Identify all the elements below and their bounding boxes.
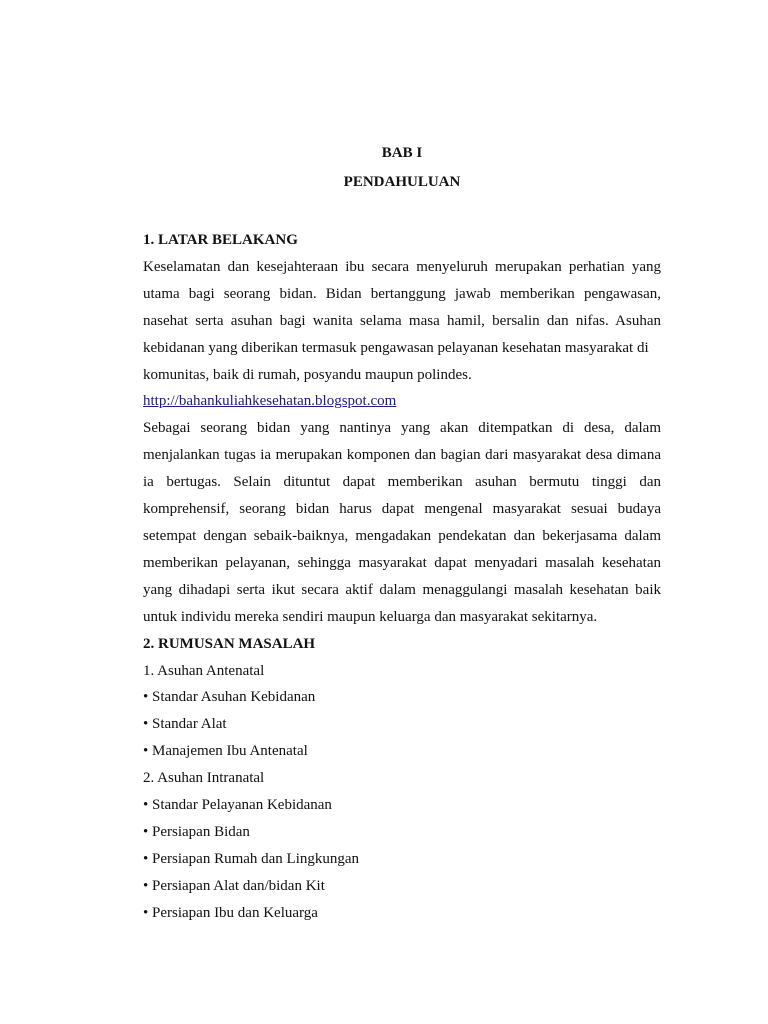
section-heading-latar-belakang: 1. LATAR BELAKANG — [143, 232, 298, 248]
list-item: • Standar Pelayanan Kebidanan — [143, 797, 332, 814]
paragraph-2: Sebagai seorang bidan yang nantinya yang akan ditempatkan di desa, dalam menjalankan tugas ia merupakan komponen dan bagian dari masyarakat desa dimana ia bertugas. Selain dituntut dapat memberikan asuhan bermutu tinggi dan komprehensif, seorang bidan harus dapat mengenal masyarakat sesuai budaya setempat dengan sebaik-baiknya, mengadakan pendekatan dan bekerjasama dalam memberikan pelayanan, sehingga masyarakat dapat menyadari masalah kesehatan yang dihadapi serta ikut secara aktif dalam menaggulangi masalah kesehatan baik untuk individu mereka sendiri maupun keluarga dan masyarakat sekitarnya. — [143, 420, 661, 625]
list-item: • Persiapan Rumah dan Lingkungan — [143, 850, 360, 867]
source-link[interactable]: http://bahankuliahkesehatan.blogspot.com — [143, 393, 397, 410]
document-body — [143, 227, 661, 927]
chapter-title: BAB I — [381, 145, 423, 161]
list-item: 2. Asuhan Intranatal — [143, 770, 265, 787]
list-item: • Standar Asuhan Kebidanan — [143, 689, 316, 706]
list-item: 1. Asuhan Antenatal — [143, 662, 265, 679]
list-item: • Manajemen Ibu Antenatal — [143, 743, 308, 760]
paragraph-1-last-line: komunitas, baik di rumah, posyandu maupun polindes. — [143, 366, 472, 383]
list-item: • Persiapan Alat dan/bidan Kit — [143, 877, 325, 894]
paragraph-1: Keselamatan dan kesejahteraan ibu secara menyeluruh merupakan perhatian yang utama bagi seorang bidan. Bidan bertanggung jawab memberikan pengawasan, nasehat serta asuhan bagi wanita selama masa hamil, bersalin dan nifas. Asuhan kebidanan yang diberikan termasuk pengawasan pelayanan kesehatan masyarakat di — [143, 258, 661, 356]
list-item: • Standar Alat — [143, 716, 227, 733]
chapter-subtitle: PENDAHULUAN — [343, 174, 461, 190]
section-heading-rumusan-masalah: 2. RUMUSAN MASALAH — [143, 635, 316, 652]
list-item: • Persiapan Bidan — [143, 823, 250, 840]
list-item: • Persiapan Ibu dan Keluarga — [143, 904, 318, 921]
